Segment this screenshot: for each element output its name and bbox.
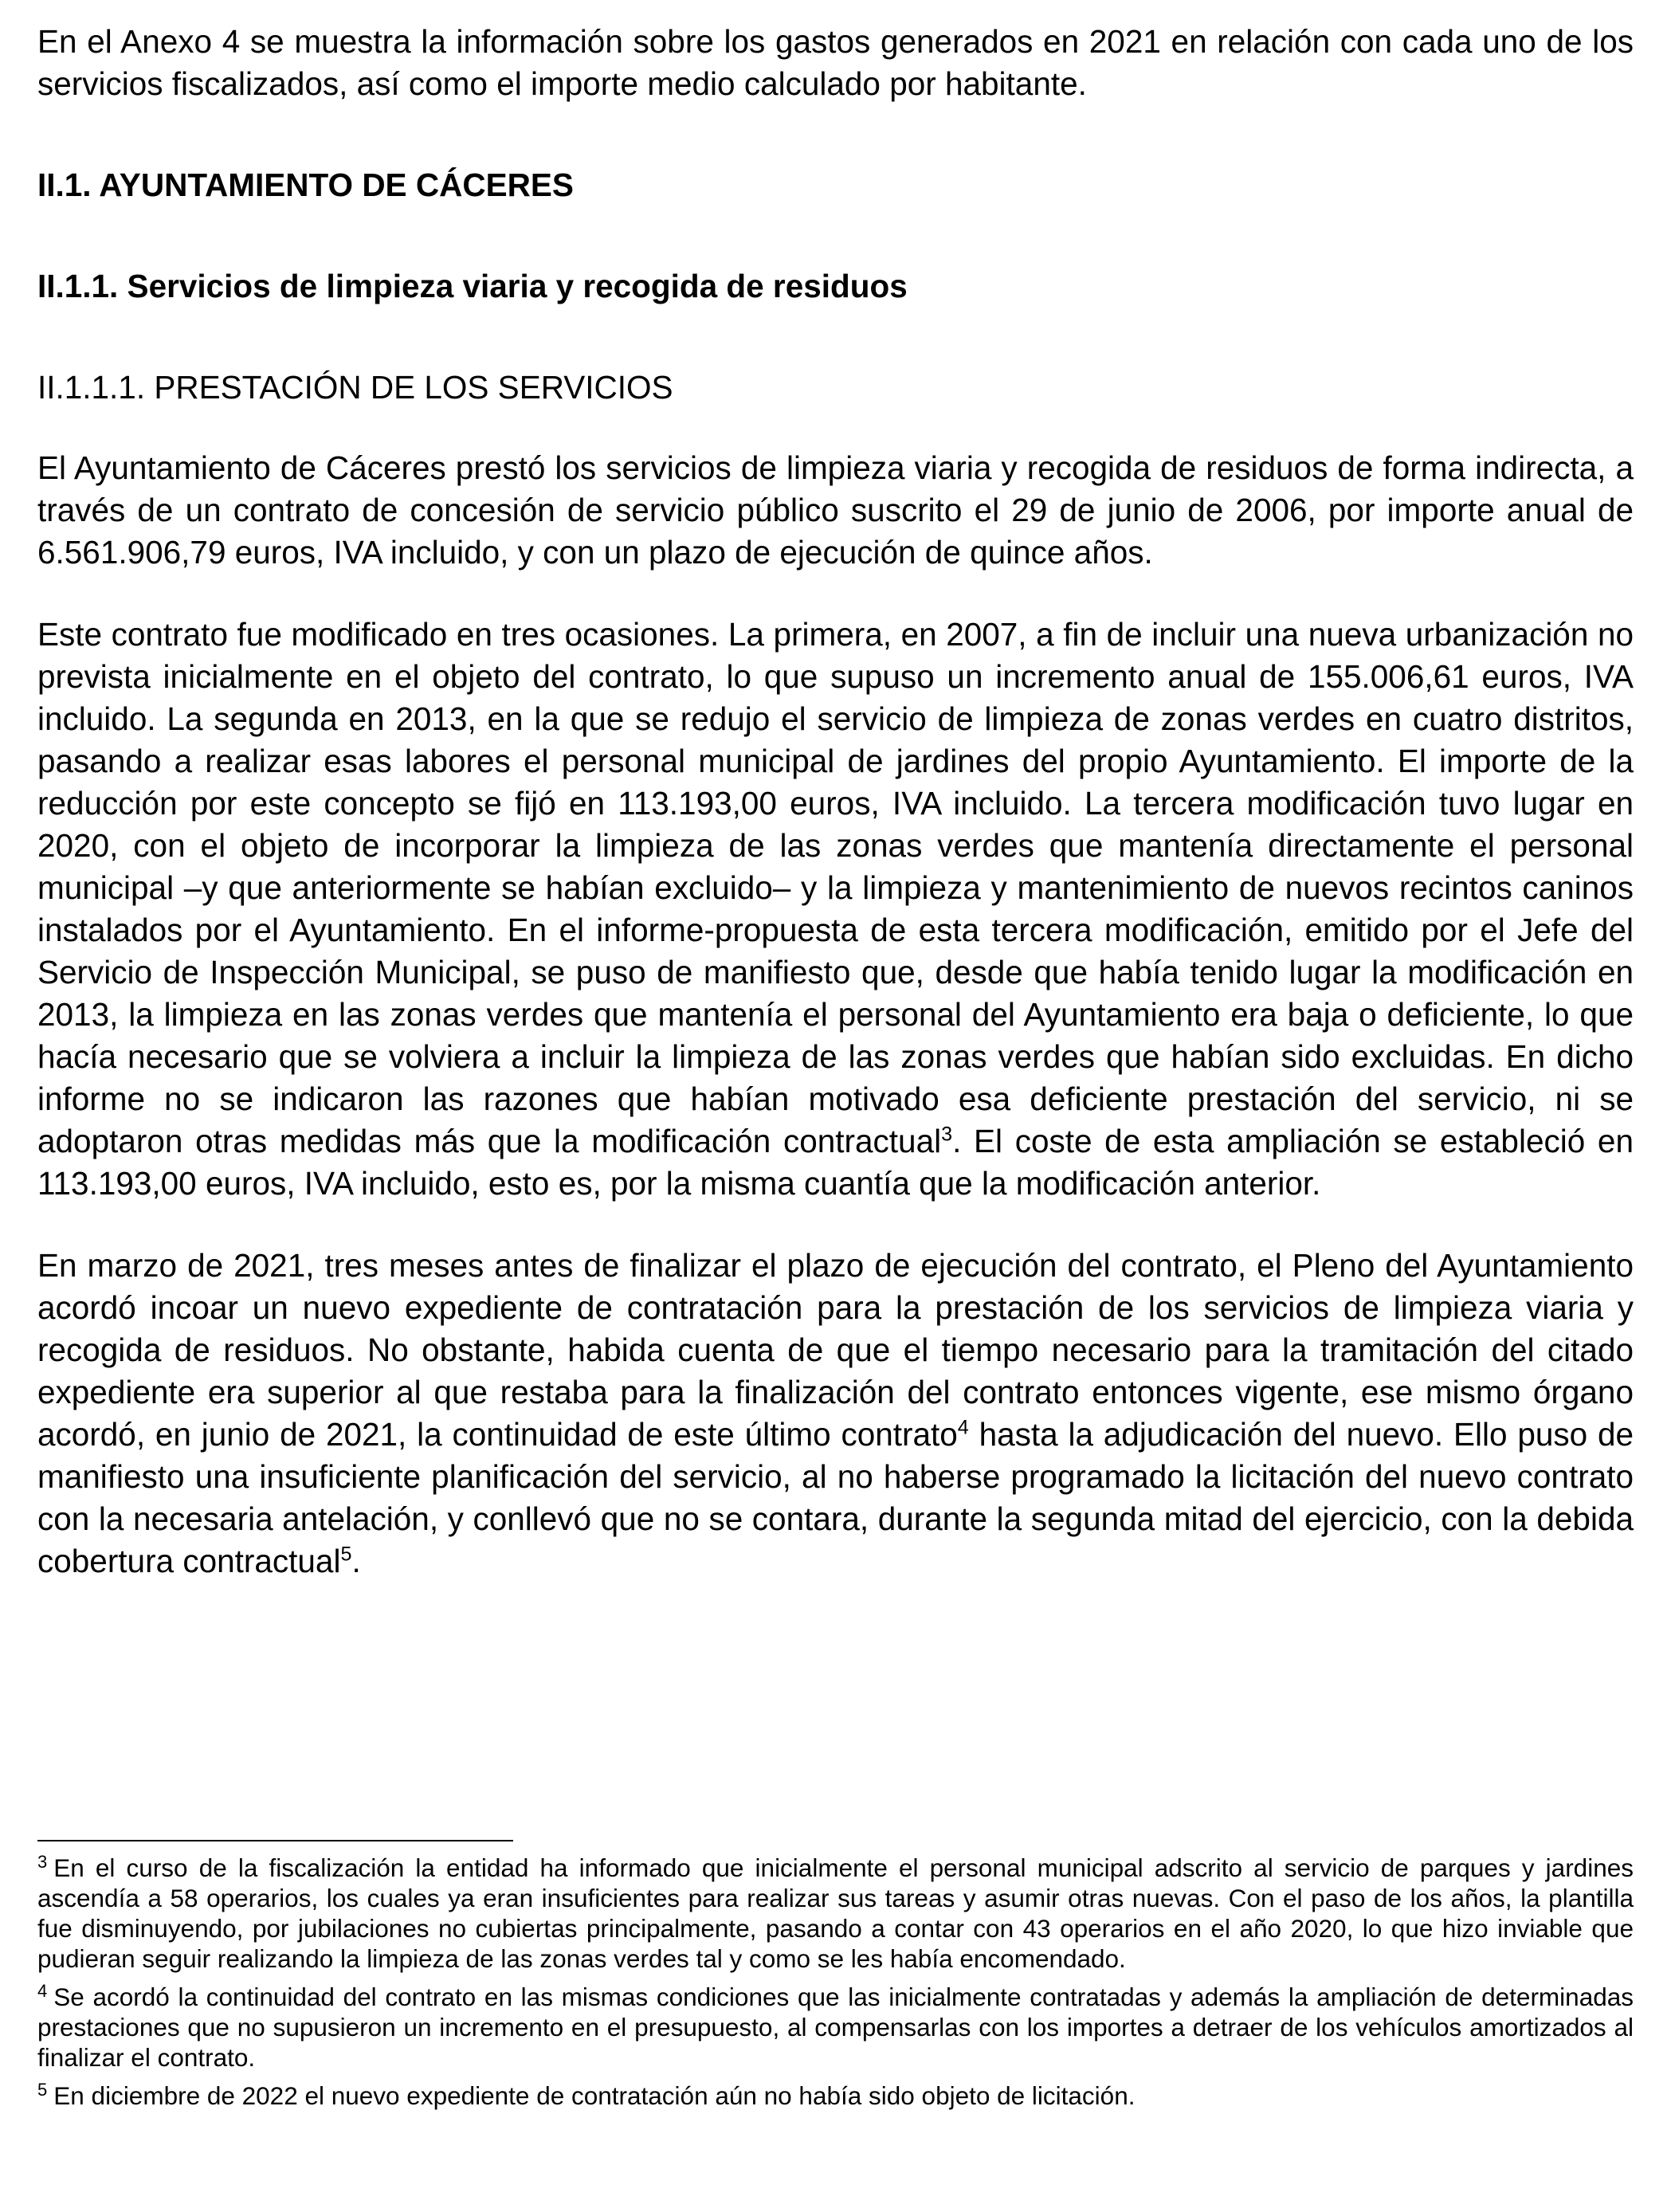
footnote-number: 4 bbox=[37, 1980, 48, 2001]
footnote bbox=[37, 1853, 1634, 1974]
footnote-ref-3[interactable]: 3 bbox=[941, 1123, 953, 1146]
paragraph-contract: El Ayuntamiento de Cáceres prestó los servicios de limpieza viaria y recogida de residuos de forma indirecta, a través de un contrato de concesión de servicio público suscrito el 29 de junio de 2006, por importe anual de 6.561.906,79 euros, IVA incluido, y con un plazo de ejecución de quince años. bbox=[37, 449, 1634, 571]
footnote-ref-5[interactable]: 5 bbox=[340, 1543, 352, 1566]
subsection-title: II.1.1. Servicios de limpieza viaria y recogida de residuos bbox=[37, 268, 908, 304]
paragraph-new-contract bbox=[37, 1245, 1634, 1583]
footnote bbox=[37, 2081, 1634, 2111]
document-page bbox=[37, 21, 1634, 1583]
subsubsection-title: II.1.1.1. PRESTACIÓN DE LOS SERVICIOS bbox=[37, 369, 673, 406]
footnote bbox=[37, 1982, 1634, 2073]
footnote-divider bbox=[37, 1840, 513, 1841]
paragraph-modifications-text-a: Este contrato fue modificado en tres ocasiones. La primera, en 2007, a fin de incluir una nueva urbanización no prevista inicialmente en el objeto del contrato, lo que supuso un incremento anual de 155.006,61 euros, IVA incluido. La segunda en 2013, en la que se redujo el servicio de limpieza de zonas verdes en cuatro distritos, pasando a realizar esas labores el personal municipal de jardines del propio Ayuntamiento. El importe de la reducción por este concepto se fijó en 113.193,00 euros, IVA incluido. La tercera modificación tuvo lugar en 2020, con el objeto de incorporar la limpieza de las zonas verdes que mantenía directamente el personal municipal –y que anteriormente se habían excluido– y la limpieza y mantenimiento de nuevos recintos caninos instalados por el Ayuntamiento. En el informe-propuesta de esta tercera modificación, emitido por el Jefe del Servicio de Inspección Municipal, se puso de manifiesto que, desde que había tenido lugar la modificación en 2013, la limpieza en las zonas verdes que mantenía el personal del Ayuntamiento era baja o deficiente, lo que hacía necesario que se volviera a incluir la limpieza de las zonas verdes que habían sido excluidas. En dicho informe no se indicaron las razones que habían motivado esa deficiente prestación del servicio, ni se adoptaron otras medidas más que la modificación contractual bbox=[37, 616, 1634, 1159]
footnote-ref-4[interactable]: 4 bbox=[957, 1416, 969, 1439]
footnote-text: En diciembre de 2022 el nuevo expediente de contratación aún no había sido objeto de licitación. bbox=[53, 2081, 1136, 2110]
paragraph-modifications bbox=[37, 614, 1634, 1205]
footnote-text: En el curso de la fiscalización la entidad ha informado que inicialmente el personal municipal adscrito al servicio de parques y jardines ascendía a 58 operarios, los cuales ya eran insuficientes para realizar sus tareas y asumir otras nuevas. Con el paso de los años, la plantilla fue disminuyendo, por jubilaciones no cubiertas principalmente, pasando a contar con 43 operarios en el año 2020, lo que hizo inviable que pudieran seguir realizando la limpieza de las zonas verdes tal y como se les había encomendado. bbox=[37, 1853, 1634, 1973]
section-title: II.1. AYUNTAMIENTO DE CÁCERES bbox=[37, 167, 574, 203]
footnote-text: Se acordó la continuidad del contrato en las mismas condiciones que las inicialmente contratadas y además la ampliación de determinadas prestaciones que no supusieron un incremento en el presupuesto, al compensarlas con los importes a detraer de los vehículos amortizados al finalizar el contrato. bbox=[37, 1983, 1634, 2072]
paragraph-new-contract-text-a: En marzo de 2021, tres meses antes de finalizar el plazo de ejecución del contrato, el Pleno del Ayuntamiento acordó incoar un nuevo expediente de contratación para la prestación de los servicios de limpieza viaria y recogida de residuos. No obstante, habida cuenta de que el tiempo necesario para la tramitación del citado expediente era superior al que restaba para la finalización del contrato entonces vigente, ese mismo órgano acordó, en junio de 2021, la continuidad de este último contrato bbox=[37, 1247, 1634, 1453]
footnote-number: 5 bbox=[37, 2079, 48, 2100]
intro-paragraph: En el Anexo 4 se muestra la información sobre los gastos generados en 2021 en relación con cada uno de los servicios fiscalizados, así como el importe medio calculado por habitante. bbox=[37, 23, 1634, 102]
paragraph-new-contract-text-c: . bbox=[351, 1543, 361, 1579]
footnote-number: 3 bbox=[37, 1851, 48, 1872]
paragraph-modifications-text-b: . El coste de esta ampliación se estableció en 113.193,00 euros, IVA incluido, esto es, por la misma cuantía que la modificación anterior. bbox=[37, 1123, 1634, 1202]
paragraph-new-contract-text-b: hasta la adjudicación del nuevo. Ello puso de manifiesto una insuficiente planificación del servicio, al no haberse programado la licitación del nuevo contrato con la necesaria antelación, y conllevó que no se contara, durante la segunda mitad del ejercicio, con la debida cobertura contractual bbox=[37, 1416, 1634, 1579]
footnotes-section bbox=[37, 1853, 1634, 2119]
